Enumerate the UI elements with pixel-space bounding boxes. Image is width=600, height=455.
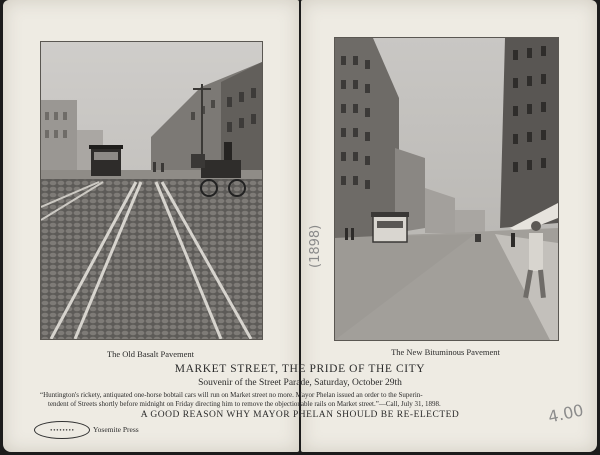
- reelection-slogan: A GOOD REASON WHY MAYOR PHELAN SHOULD BE RE-ELECTED: [140, 410, 460, 420]
- handwritten-year: (1898): [308, 224, 323, 268]
- publisher-name: Yosemite Press: [93, 425, 139, 434]
- left-photo-caption: The Old Basalt Pavement: [106, 349, 195, 359]
- newspaper-quote: [40, 391, 565, 408]
- handwritten-price: 4.00: [546, 400, 586, 427]
- old-pavement-photo: [40, 41, 263, 340]
- union-label-logo: ● ● ● ● ● ● ● ●: [34, 421, 90, 439]
- right-photo-caption: The New Bituminous Pavement: [391, 347, 500, 357]
- quote-line-2: tendent of Streets shortly before midnight on Friday directing him to remove the objectionable rails on Market street.”—Call, July 31, 1898.: [48, 399, 441, 408]
- quote-line-1: “Huntington's rickety, antiquated one-horse bobtail cars will run on Market street no more. Mayor Phelan issued an order to the Superin-: [40, 391, 423, 399]
- new-pavement-photo: [334, 37, 559, 341]
- souvenir-subtitle: Souvenir of the Street Parade, Saturday, October 29th: [198, 378, 402, 388]
- page-title: MARKET STREET, THE PRIDE OF THE CITY: [174, 363, 426, 375]
